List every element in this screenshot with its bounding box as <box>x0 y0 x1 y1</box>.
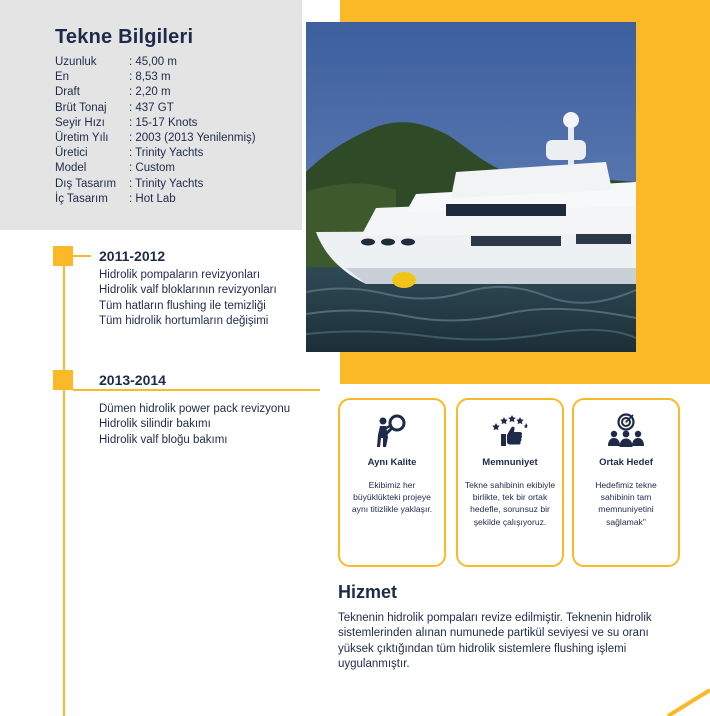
card-title: Ortak Hedef <box>599 457 653 468</box>
timeline-marker <box>53 246 73 266</box>
spec-label: Üretici <box>55 147 88 160</box>
spec-value: : Hot Lab <box>129 192 176 205</box>
spec-row-speed <box>55 116 256 131</box>
spec-label: Model <box>55 162 87 175</box>
spec-label: Uzunluk <box>55 56 97 68</box>
value-card-satisfaction <box>456 398 564 567</box>
boat-info-title: Tekne Bilgileri <box>55 26 194 48</box>
spec-table <box>55 55 256 207</box>
spec-value: : 8,53 m <box>129 71 171 84</box>
spec-row-builder <box>55 146 256 161</box>
spec-row-draft <box>55 85 256 100</box>
timeline-item: Hidrolik valf bloklarının revizyonları <box>99 284 277 297</box>
value-card-quality <box>338 398 446 567</box>
spec-label: Seyir Hızı <box>55 116 105 129</box>
timeline-item: Dümen hidrolik power pack revizyonu <box>99 403 291 415</box>
timeline-items <box>99 402 290 448</box>
spec-row-exterior <box>55 177 256 192</box>
spec-label: Brüt Tonaj <box>55 101 107 114</box>
timeline-year: 2013-2014 <box>99 372 166 388</box>
spec-value: : Trinity Yachts <box>129 177 204 190</box>
card-text: Hedefimiz tekne sahibinin tam memnuniyetini sağlamak" <box>595 480 657 527</box>
card-title: Aynı Kalite <box>367 457 417 468</box>
spec-row-beam <box>55 70 256 85</box>
spec-row-tonnage <box>55 101 256 116</box>
service-body: Teknenin hidrolik pompaları revize edilmiştir. Teknenin hidrolik sistemlerinden alınan numunede partikül seviyesi ve su oranı yüksek çıktığından tüm hidrolik sistemlere flushing işlemi uygulanmıştır. <box>338 612 652 670</box>
timeline-item: Hidrolik pompaların revizyonları <box>99 269 261 281</box>
spec-value: : Trinity Yachts <box>129 147 204 160</box>
magnifier-person-icon <box>374 413 410 449</box>
spec-row-model <box>55 161 256 176</box>
spec-label: İç Tasarım <box>55 192 108 205</box>
spec-value: : 15-17 Knots <box>129 116 198 129</box>
timeline-item: Hidrolik valf bloğu bakımı <box>99 433 228 446</box>
timeline-year: 2011-2012 <box>99 248 166 264</box>
spec-value: : 437 GT <box>129 101 174 114</box>
spec-value: : 2,20 m <box>129 86 171 99</box>
team-target-icon <box>606 413 646 449</box>
spec-value: : Custom <box>129 162 176 175</box>
card-title: Memnuniyet <box>482 457 538 468</box>
spec-label: Üretim Yılı <box>55 131 109 144</box>
value-card-common-goal <box>572 398 680 567</box>
spec-row-year <box>55 131 256 146</box>
spec-row-interior <box>55 192 256 207</box>
card-text: Tekne sahibinin ekibiyle birlikte, tek bir ortak hedefle, sorunsuz bir şekilde çalışıyoruz. <box>464 480 556 527</box>
yacht-photo <box>306 22 636 352</box>
spec-value: : 45,00 m <box>129 56 177 68</box>
timeline-connector <box>73 389 320 391</box>
card-text: Ekibimiz her büyüklükteki projeye aynı titizlikle yaklaşır. <box>351 480 433 515</box>
timeline-item: Hidrolik silindir bakımı <box>99 418 211 431</box>
timeline-item: Tüm hatların flushing ile temizliği <box>99 299 266 312</box>
spec-row-length <box>55 55 256 70</box>
spec-label: En <box>55 71 70 84</box>
spec-label: Dış Tasarım <box>55 177 117 190</box>
timeline-item: Tüm hidrolik hortumların değişimi <box>99 314 269 327</box>
thumbs-up-stars-icon <box>492 413 528 449</box>
spec-value: : 2003 (2013 Yenilenmiş) <box>129 131 256 144</box>
spec-label: Draft <box>55 86 80 99</box>
timeline-items <box>99 268 277 329</box>
timeline-line <box>63 256 65 716</box>
service-title: Hizmet <box>338 582 398 602</box>
timeline-marker <box>53 370 73 390</box>
timeline-connector <box>73 255 91 257</box>
